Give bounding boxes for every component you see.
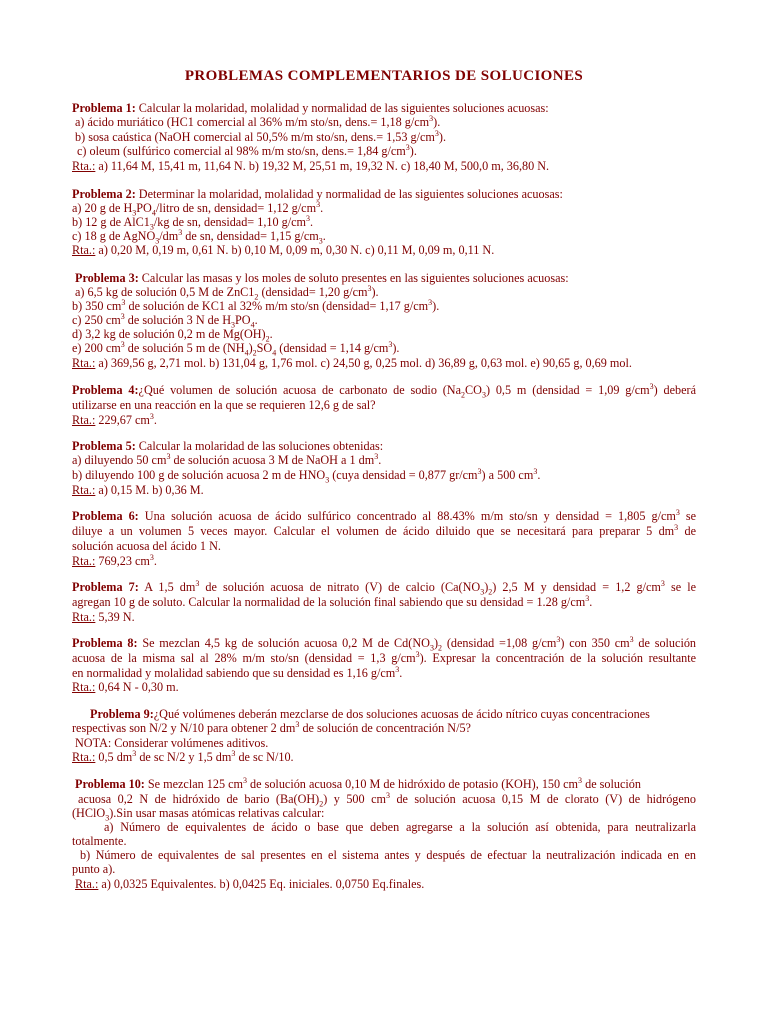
problem-10-item-a-cont: totalmente. (72, 834, 127, 848)
problem-6-answer: Rta.: 769,23 $cm^3$. (72, 552, 157, 568)
problem-10-answer: Rta.: a) 0,0325 Equivalentes. b) 0,0425 Eq. iniciales. 0,0750 Eq.finales. (75, 877, 425, 891)
problem-4-statement-cont: utilizarse en una reacción en la que se requieren 12,6 g de sal? (72, 398, 376, 412)
problem-1-item-a: a) ácido muriático (HC1 comercial al 36% m/m sto/sn, dens.= 1,18 $g/cm^3$). (75, 113, 441, 129)
problem-8-statement-end: en normalidad y molalidad sabiendo que su densidad es 1,16 $g/cm^3$. (72, 664, 403, 680)
problem-7-answer: Rta.: 5,39 N. (72, 610, 135, 624)
problem-5-item-a: a) diluyendo 50 $cm^3$ de solución acuosa 3 M de NaOH a 1 $dm^3$. (72, 451, 382, 467)
problem-2-item-c: c) 18 g de $AgNO_3/dm^3$ de sn, densidad= 1,15 $g/cm_3$. (72, 227, 326, 246)
problem-8-statement-cont: acuosa de la misma sal al 28% m/m sto/sn (densidad = 1,3 $g/cm^3$). Expresar la concentración de la solución resultante (72, 649, 696, 665)
problem-2-item-b: b) 12 g de $AlC1_3/kg$ de sn, densidad= 1,10 $g/cm^3$. (72, 213, 314, 232)
problem-7-statement: Problema 7: A 1,5 $dm^3$ de solución acuosa de nitrato (V) de calcio $(Ca(NO_3)_2)$ 2,5 M y densidad = 1,2 $g/cm^3$ se le (72, 578, 697, 597)
problem-2-answer: Rta.: a) 0,20 M, 0,19 m, 0,61 N. b) 0,10 M, 0,09 m, 0,30 N. c) 0,11 M, 0,09 m, 0,11 N. (72, 243, 495, 257)
problem-4-answer: Rta.: 229,67 $cm^3$. (72, 411, 157, 427)
problem-3-item-b: b) 350 $cm^3$ de solución de KC1 al 32% m/m sto/sn (densidad= 1,17 $g/cm^3$). (72, 297, 440, 313)
problem-10-statement-end: (HClO$_3$).Sin usar masas atómicas relativas calcular: (72, 806, 325, 823)
problem-10-item-b: b) Número de equivalentes de sal presentes en el sistema antes y después de efectuar la neutralización indicada en en (80, 848, 696, 862)
problem-8-statement: Problema 8: Se mezclan 4,5 kg de solución acuosa 0,2 M de $Cd(NO_3)_2$ (densidad =1,08 $g/cm^3$) con 350 $cm^3$ de solución (72, 634, 697, 653)
problem-5-answer: Rta.: a) 0,15 M. b) 0,36 M. (72, 483, 204, 497)
problem-10-statement: Problema 10: Se mezclan 125 $cm^3$ de solución acuosa 0,10 M de hidróxido de potasio (KOH), 150 $cm^3$ de solución (75, 775, 641, 791)
problem-3-item-a: a) 6,5 kg de solución 0,5 M de $ZnC1_2$ (densidad= 1,20 $g/cm^3$). (75, 283, 379, 302)
problem-3-statement: Problema 3: Calcular las masas y los moles de soluto presentes en las siguientes soluciones acuosas: (75, 271, 569, 285)
problem-1-statement: Problema 1: Calcular la molaridad, molalidad y normalidad de las siguientes soluciones acuosas: (72, 101, 549, 115)
problem-9-answer: Rta.: 0,5 $dm^3$ de sc N/2 y 1,5 $dm^3$ de sc N/10. (72, 748, 294, 764)
problem-1-item-b: b) sosa caústica (NaOH comercial al 50,5% m/m sto/sn, dens.= 1,53 $g/cm^3$). (75, 128, 446, 144)
problem-3-item-d: d) 3,2 kg de solución 0,2 m de $Mg(OH)_2$. (72, 327, 273, 344)
problem-8-answer: Rta.: 0,64 N - 0,30 m. (72, 680, 179, 694)
problem-5-statement: Problema 5: Calcular la molaridad de las soluciones obtenidas: (72, 439, 384, 453)
problem-4-statement: Problema 4:¿Qué volumen de solución acuosa de carbonato de sodio $(Na_2CO_3)$ 0,5 m (densidad = 1,09 $g/cm^3$) deberá (72, 381, 696, 400)
problem-9-statement: Problema 9:¿Qué volúmenes deberán mezclarse de dos soluciones acuosas de ácido nítrico cuyas concentraciones (90, 707, 650, 721)
problem-3-answer: Rta.: a) 369,56 g, 2,71 mol. b) 131,04 g, 1,76 mol. c) 24,50 g, 0,25 mol. d) 36,89 g, 0,63 mol. e) 90,65 g, 0,69 mol. (72, 356, 632, 370)
problem-5-item-b: b) diluyendo 100 g de solución acuosa 2 m de $HNO_3$ (cuya densidad = 0,877 $gr/cm^3$) a 500 $cm^3$. (72, 466, 541, 485)
problem-2-statement: Problema 2: Determinar la molaridad, molalidad y normalidad de las siguientes soluciones acuosas: (72, 187, 563, 201)
problem-6-statement-end: solución acuosa del ácido 1 N. (72, 539, 221, 553)
problem-10-item-a: a) Número de equivalentes de ácido o base que deben agregarse a la solución así obtenida, para neutralizarla (104, 820, 696, 834)
problem-1-answer: Rta.: a) 11,64 M, 15,41 m, 11,64 N. b) 19,32 M, 25,51 m, 19,32 N. c) 18,40 M, 500,0 m, 36,80 N. (72, 159, 550, 173)
problem-6-statement-cont: diluye a un volumen 5 veces mayor. Calcular el volumen de ácido diluido que se necesitará para preparar 5 $dm^3$ de (72, 522, 696, 538)
problem-3-item-e: e) 200 $cm^3$ de solución 5 m de $(NH_4)_2SO_4$ (densidad = 1,14 $g/cm^3$). (72, 339, 400, 358)
problem-6-statement: Problema 6: Una solución acuosa de ácido sulfúrico concentrado al 88.43% m/m sto/sn y densidad = 1,805 $g/cm^3$ se (72, 507, 697, 523)
problem-7-statement-cont: agregan 10 g de soluto. Calcular la normalidad de la solución final sabiendo que su densidad = 1.28 $g/cm^3$. (72, 593, 593, 609)
problem-9-note: NOTA: Considerar volúmenes aditivos. (75, 736, 269, 750)
problem-9-statement-cont: respectivas son N/2 y N/10 para obtener 2 $dm^3$ de solución de concentración N/5? (72, 719, 471, 735)
problem-1-label: Problema 1: (72, 101, 136, 115)
problem-10-item-b-cont: punto a). (72, 862, 116, 876)
page-title: PROBLEMAS COMPLEMENTARIOS DE SOLUCIONES (184, 68, 584, 84)
problem-2-item-a: a) 20 g de $H_3PO_4$/litro de sn, densidad= 1,12 $g/cm^3$. (72, 199, 324, 218)
problem-3-item-c: c) 250 $cm^3$ de solución 3 N de $H_3PO_4$. (72, 311, 258, 330)
problem-1-item-c: c) oleum (sulfúrico comercial al 98% m/m sto/sn, dens.= 1,84 $g/cm^3$). (77, 142, 417, 158)
problem-10-statement-cont: acuosa 0,2 N de hidróxido de bario $(Ba(OH)_2)$ y 500 $cm^3$ de solución acuosa 0,15 M de clorato (V) de hidrógeno (78, 790, 696, 809)
